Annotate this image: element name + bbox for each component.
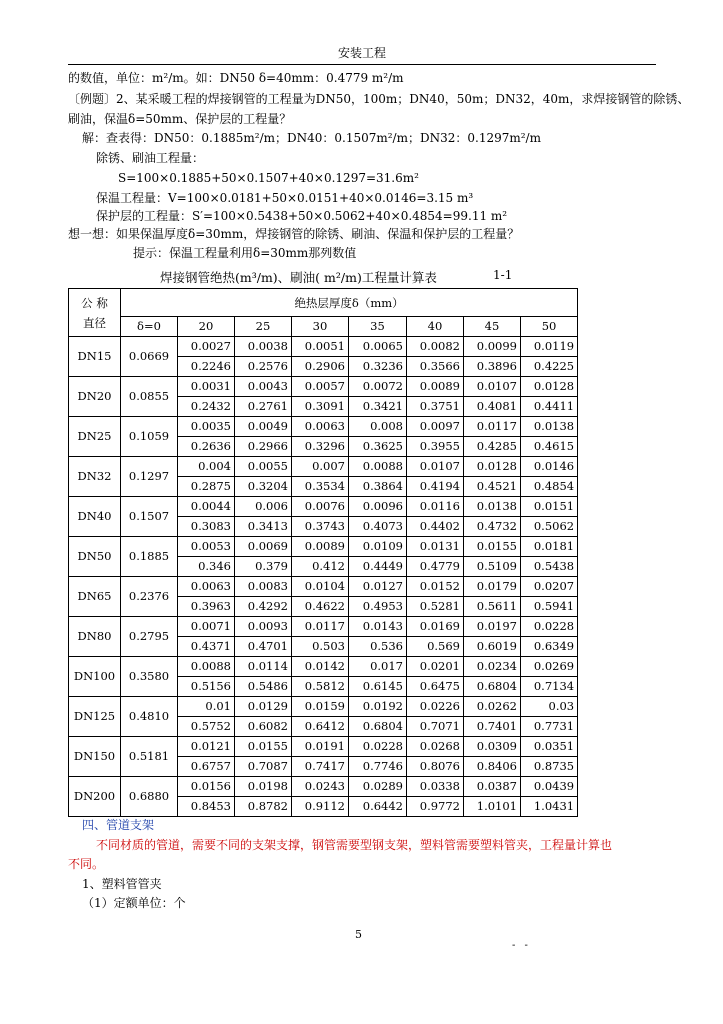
cell-insulation-value: 0.0191 [292,737,349,757]
cell-paint-value: 0.2576 [235,357,292,377]
cell-insulation-value: 0.0121 [178,737,235,757]
cell-delta0-value: 0.1507 [121,497,178,537]
cell-paint-value: 0.6804 [464,677,521,697]
cell-paint-value: 0.5109 [464,557,521,577]
cell-delta0-value: 0.1059 [121,417,178,457]
cell-paint-value: 0.2246 [178,357,235,377]
header-thickness: 50 [521,317,578,337]
cell-paint-value: 0.2875 [178,477,235,497]
cell-insulation-value: 0.0387 [464,777,521,797]
cell-insulation-value: 0.0129 [235,697,292,717]
cell-insulation-value: 0.0104 [292,577,349,597]
cell-paint-value: 0.503 [292,637,349,657]
cell-paint-value: 0.7401 [464,717,521,737]
cell-paint-value: 0.4732 [464,517,521,537]
cell-insulation-value: 0.0262 [464,697,521,717]
text-line-6: S=100×0.1885+50×0.1507+40×0.1297=31.6m² [118,171,419,185]
cell-insulation-value: 0.0131 [407,537,464,557]
cell-paint-value: 0.4402 [407,517,464,537]
cell-insulation-value: 0.0099 [464,337,521,357]
cell-insulation-value: 0.0097 [407,417,464,437]
cell-paint-value: 0.4292 [235,597,292,617]
section-title: 四、管道支架 [82,818,155,832]
cell-nominal-diameter: DN200 [69,777,121,817]
cell-insulation-value: 0.0119 [521,337,578,357]
cell-nominal-diameter: DN150 [69,737,121,777]
cell-paint-value: 0.8782 [235,797,292,817]
cell-delta0-value: 0.1297 [121,457,178,497]
cell-insulation-value: 0.01 [178,697,235,717]
cell-paint-value: 0.2906 [292,357,349,377]
cell-nominal-diameter: DN25 [69,417,121,457]
cell-paint-value: 0.8735 [521,757,578,777]
cell-insulation-value: 0.0128 [464,457,521,477]
cell-paint-value: 0.3896 [464,357,521,377]
cell-paint-value: 0.346 [178,557,235,577]
cell-insulation-value: 0.0107 [464,377,521,397]
cell-insulation-value: 0.0243 [292,777,349,797]
cell-insulation-value: 0.0114 [235,657,292,677]
cell-delta0-value: 0.4810 [121,697,178,737]
cell-paint-value: 0.3296 [292,437,349,457]
cell-paint-value: 0.3963 [178,597,235,617]
text-line-3: 刷油，保温δ=50mm、保护层的工程量？ [68,112,292,126]
page-header: 安装工程 [68,44,656,65]
cell-insulation-value: 0.0155 [464,537,521,557]
cell-paint-value: 0.8406 [464,757,521,777]
cell-paint-value: 0.4521 [464,477,521,497]
cell-paint-value: 0.7071 [407,717,464,737]
table-row [69,337,578,357]
table-row [69,737,578,757]
cell-nominal-diameter: DN65 [69,577,121,617]
cell-nominal-diameter: DN40 [69,497,121,537]
cell-paint-value: 0.4622 [292,597,349,617]
header-thickness-group: 绝热层厚度δ（mm） [121,289,578,317]
cell-insulation-value: 0.0096 [349,497,407,517]
cell-paint-value: 0.2761 [235,397,292,417]
cell-paint-value: 0.9112 [292,797,349,817]
cell-insulation-value: 0.0083 [235,577,292,597]
cell-paint-value: 0.3083 [178,517,235,537]
cell-paint-value: 0.6019 [464,637,521,657]
cell-insulation-value: 0.0151 [521,497,578,517]
cell-paint-value: 0.3751 [407,397,464,417]
table-row [69,377,578,397]
cell-insulation-value: 0.0088 [349,457,407,477]
cell-insulation-value: 0.0109 [349,537,407,557]
cell-paint-value: 0.569 [407,637,464,657]
cell-insulation-value: 0.0117 [464,417,521,437]
cell-paint-value: 0.6475 [407,677,464,697]
cell-insulation-value: 0.0082 [407,337,464,357]
cell-paint-value: 0.4285 [464,437,521,457]
cell-insulation-value: 0.0055 [235,457,292,477]
cell-insulation-value: 0.0128 [521,377,578,397]
cell-insulation-value: 0.0192 [349,697,407,717]
cell-paint-value: 0.4701 [235,637,292,657]
header-thickness: 40 [407,317,464,337]
cell-insulation-value: 0.008 [349,417,407,437]
cell-insulation-value: 0.0043 [235,377,292,397]
page-number: 5 [355,928,362,941]
cell-insulation-value: 0.0089 [407,377,464,397]
cell-insulation-value: 0.0027 [178,337,235,357]
cell-paint-value: 0.4449 [349,557,407,577]
cell-paint-value: 0.4073 [349,517,407,537]
table-row [69,577,578,597]
header-thickness: 25 [235,317,292,337]
cell-delta0-value: 0.1885 [121,537,178,577]
cell-insulation-value: 0.0226 [407,697,464,717]
table-row [69,497,578,517]
cell-insulation-value: 0.0127 [349,577,407,597]
cell-insulation-value: 0.0063 [292,417,349,437]
cell-paint-value: 0.4225 [521,357,578,377]
cell-insulation-value: 0.017 [349,657,407,677]
cell-insulation-value: 0.0155 [235,737,292,757]
table-row [69,457,578,477]
cell-insulation-value: 0.0146 [521,457,578,477]
cell-paint-value: 0.7731 [521,717,578,737]
cell-insulation-value: 0.0338 [407,777,464,797]
cell-insulation-value: 0.007 [292,457,349,477]
cell-insulation-value: 0.0207 [521,577,578,597]
cell-insulation-value: 0.0063 [178,577,235,597]
cell-paint-value: 0.5611 [464,597,521,617]
header-thickness: 35 [349,317,407,337]
section-text-2: 不同。 [68,857,105,871]
pipe-table [68,288,578,817]
cell-paint-value: 0.6349 [521,637,578,657]
cell-insulation-value: 0.0035 [178,417,235,437]
cell-paint-value: 0.4081 [464,397,521,417]
cell-insulation-value: 0.0152 [407,577,464,597]
cell-insulation-value: 0.0053 [178,537,235,557]
table-row [69,617,578,637]
cell-delta0-value: 0.2795 [121,617,178,657]
cell-paint-value: 0.536 [349,637,407,657]
cell-delta0-value: 0.5181 [121,737,178,777]
cell-delta0-value: 0.0669 [121,337,178,377]
cell-paint-value: 0.3566 [407,357,464,377]
header-thickness: 30 [292,317,349,337]
cell-paint-value: 0.4953 [349,597,407,617]
header-thickness: 20 [178,317,235,337]
cell-insulation-value: 0.0309 [464,737,521,757]
cell-paint-value: 0.9772 [407,797,464,817]
cell-delta0-value: 0.6880 [121,777,178,817]
cell-paint-value: 0.2636 [178,437,235,457]
text-line-2: 〔例题〕2、某采暖工程的焊接钢管的工程量为DN50，100m；DN40，50m；DN32，40m，求焊接钢管的除锈、 [68,92,690,106]
cell-delta0-value: 0.0855 [121,377,178,417]
cell-insulation-value: 0.0088 [178,657,235,677]
cell-paint-value: 0.6082 [235,717,292,737]
cell-paint-value: 0.6412 [292,717,349,737]
cell-paint-value: 0.4615 [521,437,578,457]
cell-paint-value: 0.379 [235,557,292,577]
cell-paint-value: 0.5156 [178,677,235,697]
cell-insulation-value: 0.0049 [235,417,292,437]
cell-insulation-value: 0.0169 [407,617,464,637]
text-line-5: 除锈、刷油工程量： [96,151,205,165]
section-text-1: 不同材质的管道，需要不同的支架支撑，钢管需要型钢支架，塑料管需要塑料管夹，工程量计算也 [96,838,613,852]
cell-insulation-value: 0.0269 [521,657,578,677]
cell-insulation-value: 0.0289 [349,777,407,797]
cell-paint-value: 0.7746 [349,757,407,777]
cell-insulation-value: 0.0093 [235,617,292,637]
cell-insulation-value: 0.0179 [464,577,521,597]
cell-paint-value: 0.2432 [178,397,235,417]
cell-insulation-value: 0.0181 [521,537,578,557]
cell-insulation-value: 0.0143 [349,617,407,637]
cell-paint-value: 0.3534 [292,477,349,497]
cell-paint-value: 0.3413 [235,517,292,537]
cell-paint-value: 0.6804 [349,717,407,737]
cell-insulation-value: 0.0044 [178,497,235,517]
cell-insulation-value: 0.0142 [292,657,349,677]
cell-paint-value: 0.4411 [521,397,578,417]
cell-insulation-value: 0.006 [235,497,292,517]
table-row [69,537,578,557]
cell-insulation-value: 0.0159 [292,697,349,717]
cell-delta0-value: 0.3580 [121,657,178,697]
cell-paint-value: 0.5062 [521,517,578,537]
cell-paint-value: 0.3955 [407,437,464,457]
table-title: 焊接钢管绝热(m³/m)、刷油( m²/m)工程量计算表 [160,270,437,285]
cell-insulation-value: 0.0228 [349,737,407,757]
cell-insulation-value: 0.0089 [292,537,349,557]
cell-paint-value: 0.8453 [178,797,235,817]
cell-paint-value: 0.5812 [292,677,349,697]
cell-nominal-diameter: DN32 [69,457,121,497]
cell-insulation-value: 0.0197 [464,617,521,637]
cell-paint-value: 0.412 [292,557,349,577]
cell-paint-value: 0.3864 [349,477,407,497]
cell-paint-value: 0.7087 [235,757,292,777]
cell-nominal-diameter: DN100 [69,657,121,697]
cell-paint-value: 0.8076 [407,757,464,777]
cell-paint-value: 0.5752 [178,717,235,737]
table-row [69,697,578,717]
cell-insulation-value: 0.0038 [235,337,292,357]
cell-paint-value: 0.7417 [292,757,349,777]
cell-paint-value: 0.3421 [349,397,407,417]
cell-insulation-value: 0.0268 [407,737,464,757]
footer-mark: - - [512,940,531,951]
cell-insulation-value: 0.0138 [521,417,578,437]
cell-insulation-value: 0.0076 [292,497,349,517]
cell-paint-value: 0.7134 [521,677,578,697]
text-line-1: 的数值，单位：m²/m。如：DN50 δ=40mm：0.4779 m²/m [68,71,404,85]
cell-nominal-diameter: DN80 [69,617,121,657]
cell-insulation-value: 0.0107 [407,457,464,477]
cell-paint-value: 0.3091 [292,397,349,417]
cell-paint-value: 0.6442 [349,797,407,817]
text-line-10: 提示：保温工程量利用δ=30mm那列数值 [133,246,357,260]
cell-paint-value: 0.3236 [349,357,407,377]
cell-insulation-value: 0.0198 [235,777,292,797]
cell-insulation-value: 0.0116 [407,497,464,517]
subsection-1: 1、塑料管管夹 [82,877,162,891]
cell-paint-value: 0.2966 [235,437,292,457]
table-row [69,417,578,437]
cell-insulation-value: 0.0117 [292,617,349,637]
header-thickness: 45 [464,317,521,337]
table-row [69,657,578,677]
text-line-4: 解：查表得：DN50：0.1885m²/m；DN40：0.1507m²/m；DN32：0.1297m²/m [82,131,541,145]
table-row [69,777,578,797]
text-line-9: 想一想：如果保温厚度δ=30mm，焊接钢管的除锈、刷油、保温和保护层的工程量？ [68,227,520,241]
cell-paint-value: 0.6145 [349,677,407,697]
cell-paint-value: 0.5486 [235,677,292,697]
cell-paint-value: 0.5281 [407,597,464,617]
subsection-2: （1）定额单位：个 [82,896,186,910]
cell-paint-value: 1.0101 [464,797,521,817]
header-delta0: δ=0 [121,317,178,337]
header-nominal-diameter: 公 称 直径 [69,289,121,337]
cell-insulation-value: 0.03 [521,697,578,717]
cell-paint-value: 0.4371 [178,637,235,657]
cell-insulation-value: 0.0071 [178,617,235,637]
cell-insulation-value: 0.0138 [464,497,521,517]
cell-paint-value: 0.4854 [521,477,578,497]
text-line-8: 保护层的工程量：S′=100×0.5438+50×0.5062+40×0.4854=99.11 m² [96,209,508,223]
cell-paint-value: 0.5438 [521,557,578,577]
cell-paint-value: 0.5941 [521,597,578,617]
cell-insulation-value: 0.0065 [349,337,407,357]
cell-insulation-value: 0.0031 [178,377,235,397]
cell-insulation-value: 0.0228 [521,617,578,637]
cell-insulation-value: 0.0201 [407,657,464,677]
cell-paint-value: 0.3204 [235,477,292,497]
cell-insulation-value: 0.0057 [292,377,349,397]
cell-insulation-value: 0.004 [178,457,235,477]
cell-paint-value: 0.4779 [407,557,464,577]
cell-paint-value: 0.3625 [349,437,407,457]
cell-paint-value: 0.3743 [292,517,349,537]
cell-delta0-value: 0.2376 [121,577,178,617]
cell-insulation-value: 0.0351 [521,737,578,757]
cell-insulation-value: 0.0069 [235,537,292,557]
cell-nominal-diameter: DN20 [69,377,121,417]
text-line-7: 保温工程量：V=100×0.0181+50×0.0151+40×0.0146=3.15 m³ [96,191,474,205]
cell-insulation-value: 0.0439 [521,777,578,797]
cell-paint-value: 0.4194 [407,477,464,497]
cell-paint-value: 1.0431 [521,797,578,817]
cell-insulation-value: 0.0234 [464,657,521,677]
cell-nominal-diameter: DN15 [69,337,121,377]
cell-insulation-value: 0.0156 [178,777,235,797]
cell-insulation-value: 0.0072 [349,377,407,397]
cell-nominal-diameter: DN50 [69,537,121,577]
cell-nominal-diameter: DN125 [69,697,121,737]
cell-paint-value: 0.6757 [178,757,235,777]
table-number: 1-1 [493,268,513,282]
cell-insulation-value: 0.0051 [292,337,349,357]
